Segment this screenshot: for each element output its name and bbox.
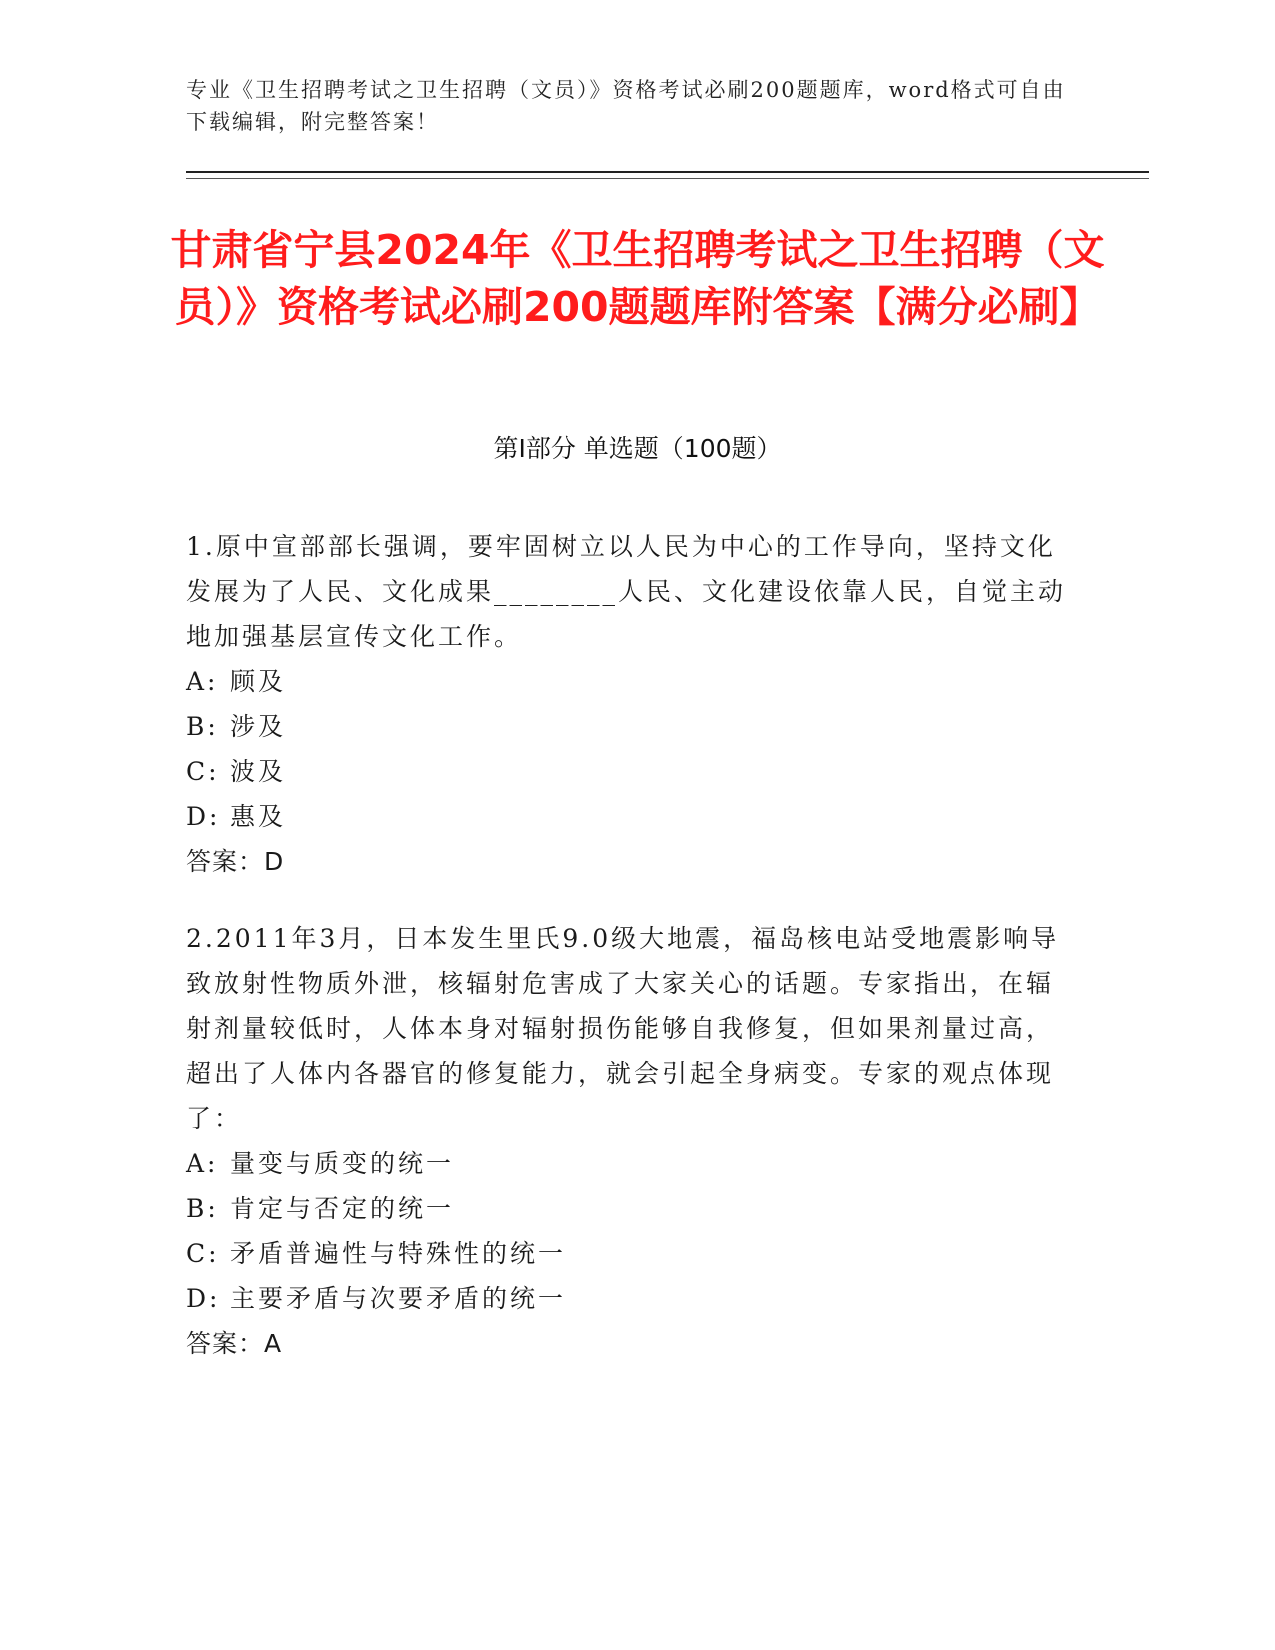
- option-b: [186, 1186, 1066, 1231]
- option-key: B:: [186, 1194, 219, 1223]
- question-stem: 2.2011年3月，日本发生里氏9.0级大地震，福岛核电站受地震影响导致放射性物质外泄，核辐射危害成了大家关心的话题。专家指出，在辐射剂量较低时，人体本身对辐射损伤能够自我修复，但如果剂量过高，超出了人体内各器官的修复能力，就会引起全身病变。专家的观点体现了：: [186, 924, 1060, 1133]
- option-b: [186, 704, 1066, 749]
- option-a: [186, 1141, 1066, 1186]
- header-divider-thick: [186, 171, 1149, 173]
- option-c: [186, 749, 1066, 794]
- option-d: [186, 1276, 1066, 1321]
- option-c: [186, 1231, 1066, 1276]
- option-text: 肯定与否定的统一: [230, 1194, 455, 1223]
- section-heading: 第I部分 单选题（100题）: [493, 434, 782, 463]
- option-text: 量变与质变的统一: [230, 1149, 455, 1178]
- document-title: 甘肃省宁县2024年《卫生招聘考试之卫生招聘（文员）》资格考试必刷200题题库附答案【满分必刷】: [170, 226, 1105, 331]
- question-2: [186, 916, 1066, 1366]
- option-key: A:: [186, 1149, 219, 1178]
- question-1: [186, 524, 1066, 884]
- answer-line: 答案：D: [186, 847, 285, 876]
- option-key: A:: [186, 667, 219, 696]
- option-key: C:: [186, 757, 220, 786]
- option-text: 主要矛盾与次要矛盾的统一: [230, 1284, 567, 1313]
- option-key: D:: [186, 1284, 221, 1313]
- question-stem: 1.原中宣部部长强调，要牢固树立以人民为中心的工作导向，坚持文化发展为了人民、文化成果________人民、文化建设依靠人民，自觉主动地加强基层宣传文化工作。: [186, 532, 1067, 651]
- option-text: 惠及: [230, 802, 287, 831]
- header-note: 专业《卫生招聘考试之卫生招聘（文员）》资格考试必刷200题题库，word格式可自由下载编辑，附完整答案！: [186, 78, 1066, 134]
- option-key: D:: [186, 802, 221, 831]
- option-key: C:: [186, 1239, 220, 1268]
- option-text: 波及: [230, 757, 287, 786]
- answer-line: 答案：A: [186, 1329, 283, 1358]
- option-text: 顾及: [230, 667, 287, 696]
- option-text: 涉及: [230, 712, 287, 741]
- option-d: [186, 794, 1066, 839]
- option-text: 矛盾普遍性与特殊性的统一: [230, 1239, 567, 1268]
- header-divider-thin: [186, 178, 1149, 179]
- option-a: [186, 659, 1066, 704]
- option-key: B:: [186, 712, 219, 741]
